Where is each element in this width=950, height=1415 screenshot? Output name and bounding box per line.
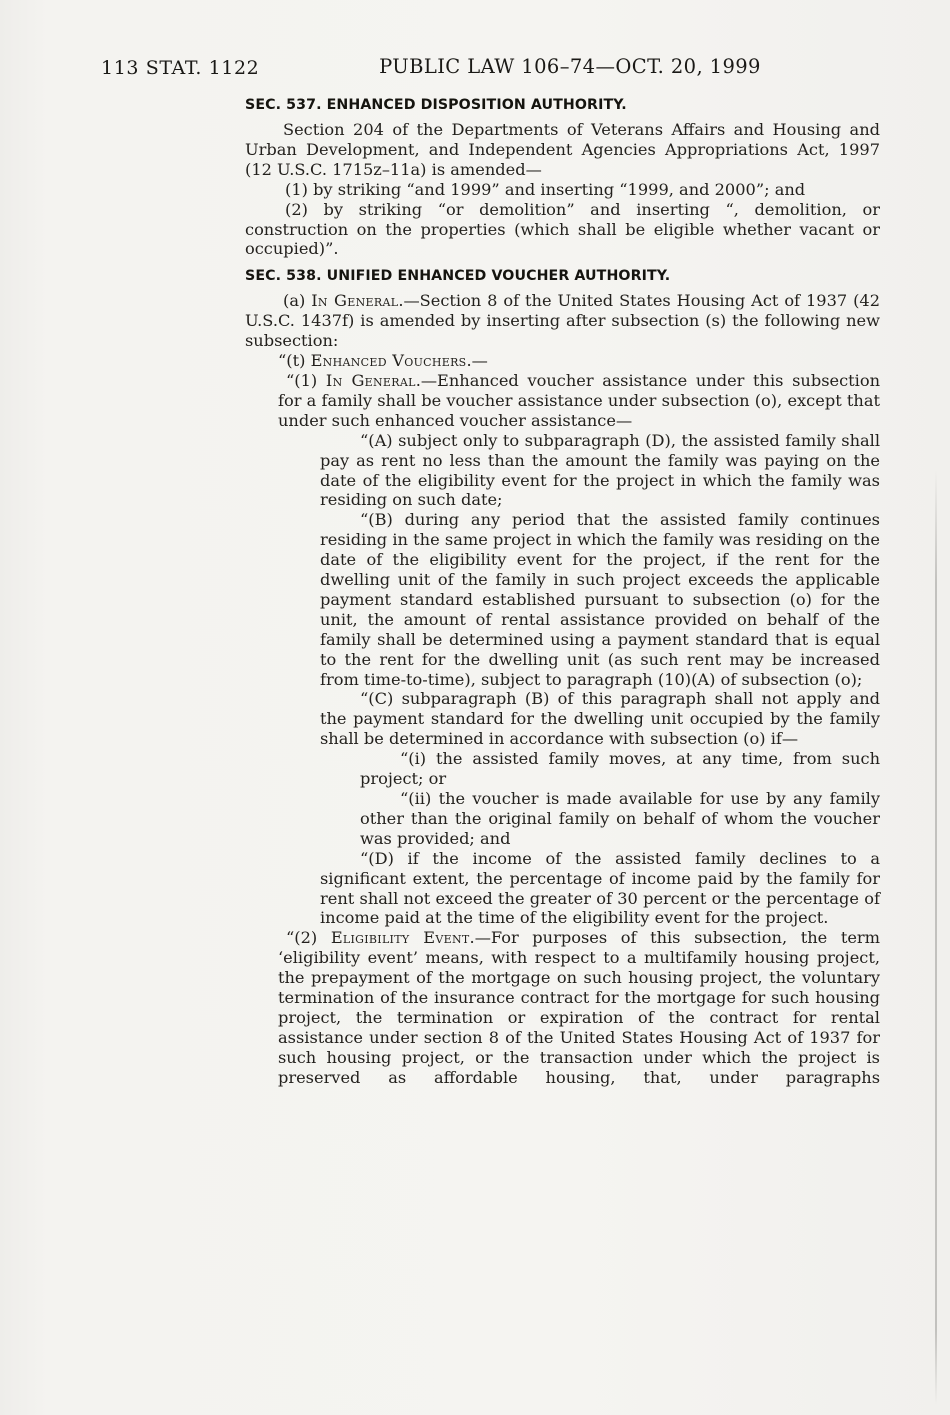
sec-537-clause-2: (2) by striking “or demolition” and inserting “, demolition, or construction on the properties (which shall be eligible whether vacant or occupied)”. [245, 199, 880, 259]
subparagraph-B: “(B) during any period that the assisted family continues residing in the same project in which the family was residing on the date of the eligibility event for the project, if the rent for the dwelling unit of the family in such project exceeds the applicable payment standard established pursuant to subsection (o) for the unit, the amount of rental assistance provided on behalf of the family shall be determined using a payment standard that is equal to the rent for the dwelling unit (as such rent may be increased from time-to-time), subject to paragraph (10)(A) of subsection (o); [320, 510, 880, 689]
book-gutter-shadow [0, 0, 38, 1415]
text-run: “(1) [286, 370, 326, 390]
subsec-t-para-2 [278, 928, 880, 1087]
text-run: “(2) [286, 928, 331, 948]
sec-537-intro: Section 204 of the Departments of Veterans Affairs and Housing and Urban Development, and Independent Agencies Appropriations Act, 1997 (12 U.S.C. 1715z–11a) is amended— [245, 120, 880, 179]
small-caps-run: Eligibility Event [330, 928, 470, 948]
subsec-t-para-1 [278, 371, 880, 431]
clause-ii: “(ii) the voucher is made available for use by any family other than the original family on behalf of whom the voucher was provided; and [360, 789, 880, 848]
text-run: (a) [283, 291, 312, 311]
subsec-t-designation [245, 351, 880, 371]
text-run: .— [466, 351, 488, 371]
text-run: “(t) [278, 351, 311, 371]
public-law-heading: PUBLIC LAW 106–74—OCT. 20, 1999 [379, 55, 761, 78]
sec-538-subsec-a [245, 291, 880, 351]
running-head [0, 0, 950, 90]
sec-538-heading: SEC. 538. UNIFIED ENHANCED VOUCHER AUTHORITY. [245, 268, 671, 285]
subparagraph-C: “(C) subparagraph (B) of this paragraph shall not apply and the payment standard for the dwelling unit occupied by the family shall be determined in accordance with subsection (o) if— [320, 689, 880, 749]
small-caps-run: Enhanced Vouchers [310, 351, 467, 371]
page-edge-line [935, 470, 937, 1405]
small-caps-run: In General [311, 291, 399, 311]
text-run: .—Enhanced voucher assistance under this subsection for a family shall be voucher assistance under subsection (o), except that under such enhanced voucher assistance— [278, 370, 881, 430]
text-run: .—For purposes of this subsection, the term ‘eligibility event’ means, with respect to a multifamily housing project, the prepayment of the mortgage on such housing project, the voluntary termination of the insurance contract for the mortgage for such housing project, the termination or expiration of the contract for rental assistance under section 8 of the United States Housing Act of 1937 for such housing project, or the transaction under which the project is preserved as affordable housing, that, under paragraphs [278, 928, 880, 1087]
document-body [245, 97, 880, 1088]
text-run: .—Section 8 of the United States Housing Act of 1937 (42 U.S.C. 1437f) is amended by inserting after subsection (s) the following new subsection: [245, 291, 881, 351]
small-caps-run: In General [325, 370, 416, 390]
subparagraph-A: “(A) subject only to subparagraph (D), the assisted family shall pay as rent no less than the amount the family was paying on the date of the eligibility event for the project in which the family was residing on such date; [320, 430, 880, 510]
clause-i: “(i) the assisted family moves, at any time, from such project; or [360, 749, 880, 789]
subparagraph-D: “(D) if the income of the assisted family declines to a significant extent, the percentage of income paid by the family for rent shall not exceed the greater of 30 percent or the percentage of income paid at the time of the eligibility event for the project. [320, 848, 880, 928]
sec-537-clause-1: (1) by striking “and 1999” and inserting “1999, and 2000”; and [285, 179, 806, 199]
stat-page-number: 113 STAT. 1122 [101, 57, 260, 79]
sec-537-heading: SEC. 537. ENHANCED DISPOSITION AUTHORITY. [245, 97, 627, 113]
